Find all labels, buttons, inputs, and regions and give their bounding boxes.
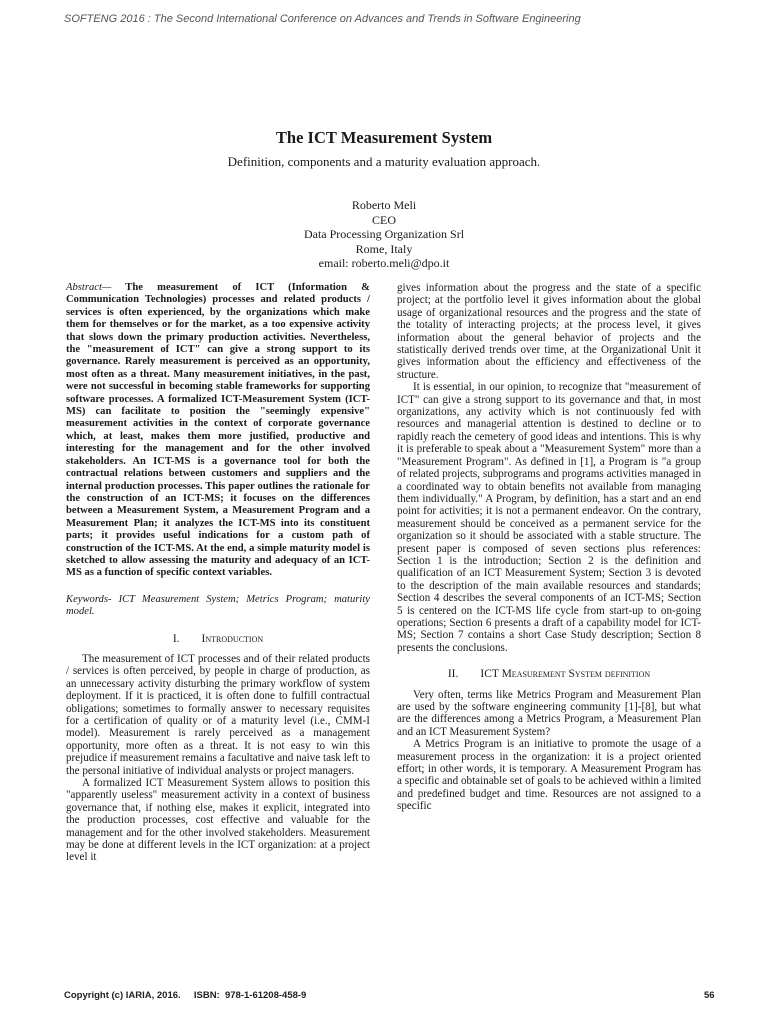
- paragraph: gives information about the progress and the state of a specific project; at the portfolio level it gives information about the global usage of organizational resources and the progress and the state of the totality of interacting projects; at the process level, it gives information about the general behavior of projects and the statistically derived trends over time, at the Organizational Unit it gives information about the efficiency and effectiveness of the structure.: [397, 282, 701, 381]
- paragraph: A formalized ICT Measurement System allows to position this "apparently useless" measurement activity in a context of business governance that, if nothing else, makes it explicit, integrated into the production processes, cost effective and valuable for the management and for the other involved stakeholders. Measurement may be done at different levels in the ICT organization: at a project level it: [66, 777, 370, 864]
- author-role: CEO: [372, 212, 396, 227]
- section-number: II.: [447, 668, 459, 681]
- left-column: [66, 282, 370, 864]
- paragraph: The measurement of ICT processes and of their related products / services is often perceived, by people in charge of production, as an unnecessary activity disturbing the primary workflow of system deployment. If it is practiced, it is often done to fulfill contractual obligations; sometimes to formally answer to necessary requisites for a certification of quality or of a maturity level (i.e., CMM-I model). Measurement is rarely perceived as a management opportunity, more often as a threat. It is not easy to win this prejudice if measurement remains a facultative and naive task left to the personal initiative of individual analysts or project managers.: [66, 652, 370, 777]
- paragraph: It is essential, in our opinion, to recognize that "measurement of ICT" can give a strong support to its governance and that, in most organizations, any activity which is not continuously fed with resources and managerial attention is destined to decline or to rapidly reach the cemetery of good ideas and intentions. This is why it is preferable to speak about a "Measurement System" more than a "Measurement Program". As defined in [1], a Program is "a group of related projects, subprograms and programs activities managed in a coordinated way to obtain benefits not available from managing them individually." A Program, by definition, has a start and an end point for activities; it is not a permanent endeavor. On the contrary, measurement should be conceived as a permanent service for the organization so it should be associated with a stable structure. The present paper is composed of seven sections plus references: Section 1 is the introduction; Section 2 is the definition and qualification of an ICT Measurement System; Section 3 is devoted to the description of the main available resources and standards; Section 4 describes the several components of an ICT-MS; Section 5 is centered on the ICT-MS life cycle from start-up to on-going operations; Section 6 presents a draft of a capability model for ICT-MS; Section 7 contains a short Case Study description; Section 8 presents the conclusions.: [397, 381, 701, 654]
- abstract-lead: Abstract—: [66, 282, 112, 293]
- paper-title: The ICT Measurement System: [275, 128, 493, 147]
- paper-subtitle: Definition, components and a maturity evaluation approach.: [227, 154, 541, 169]
- author-email[interactable]: email: roberto.meli@dpo.it: [318, 256, 450, 270]
- keywords: Keywords- ICT Measurement System; Metrics Program; maturity model.: [66, 593, 370, 618]
- section-heading-introduction: [66, 633, 370, 645]
- paragraph: A Metrics Program is an initiative to promote the usage of a measurement process in the organization: it is a project oriented effort; in other words, it is temporary. A Measurement Program has a specific and obtainable set of goals to be achieved within a limited and predefined budget and time. Resources are not assigned to a specific: [397, 738, 701, 813]
- paragraph: Very often, terms like Metrics Program and Measurement Plan are used by the software engineering community [1]-[8], but what are the differences among a Metrics Program, a Measurement Plan and an ICT Measurement System?: [397, 688, 701, 738]
- abstract-text: The measurement of ICT (Information & Communication Technologies) processes and related products / services is often experienced, by the organizations which make them for themselves or for the market, as a too expensive activity that slows down the primary production activities. Nevertheless, the "measurement of ICT" can give a strong support to its governance. Rarely measurement is perceived as an opportunity, most often as a threat. Many measurement initiatives, in the past, were not successful in becoming stable frameworks for supporting software processes. A formalized ICT-Measurement System (ICT-MS) can facilitate to position the "seemingly expensive" measurement activities in the context of corporate governance which, at least, makes them more justified, productive and interesting for the management and for the other involved stakeholders. An ICT-MS is a governance tool for both the contractual relations between customers and suppliers and the internal production processes. This paper outlines the rationale for the construction of an ICT-MS; it focuses on the differences between a Measurement System, a Measurement Program and a Measurement Plan; it analyzes the ICT-MS into its constituent parts; it provides useful indications for a custom path of construction of the ICT-MS. At the end, a simple maturity model is sketched to allow assessing the maturity and adequacy of an ICT-MS as a function of specific context variables.: [66, 282, 370, 579]
- abstract: [66, 282, 370, 580]
- section-title: Introduction: [201, 632, 264, 645]
- author-block: [0, 198, 768, 271]
- section-number: I.: [172, 632, 180, 645]
- author-name: Roberto Meli: [351, 198, 417, 212]
- running-header: SOFTENG 2016 : The Second International Conference on Advances and Trends in Software Engineering: [64, 13, 581, 25]
- section-heading-definition: [397, 668, 701, 680]
- right-column: [397, 282, 701, 813]
- author-location: Rome, Italy: [355, 241, 413, 256]
- section-title: ICT Measurement System definition: [480, 668, 651, 681]
- author-org: Data Processing Organization Srl: [303, 227, 465, 241]
- page-number: 56: [704, 990, 715, 1001]
- footer-copyright: Copyright (c) IARIA, 2016. ISBN: 978-1-61208-458-9: [64, 990, 307, 1001]
